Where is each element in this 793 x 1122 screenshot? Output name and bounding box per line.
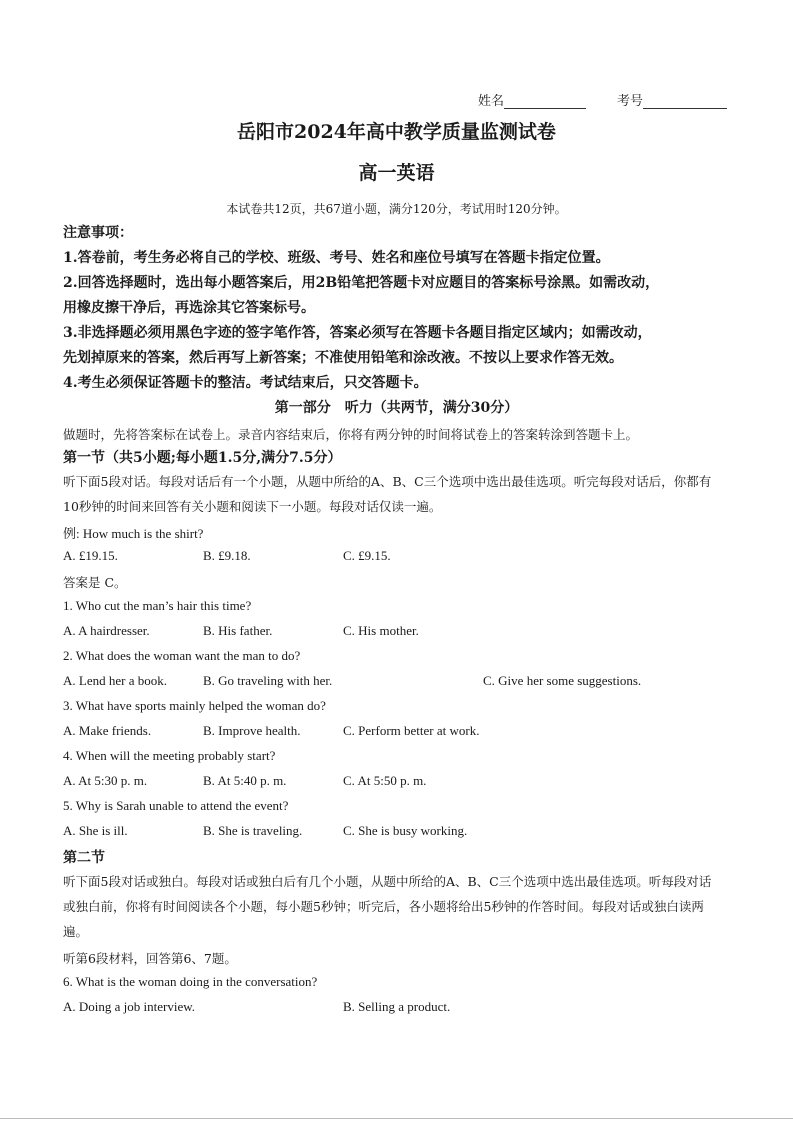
exam-subtitle: 高一英语	[358, 162, 435, 184]
material-note: 听第6段材料，回答第6、7题。	[63, 951, 237, 966]
name-blank[interactable]	[504, 94, 586, 109]
notice-item: 1.答卷前，考生务必将自己的学校、班级、考号、姓名和座位号填写在答题卡指定位置。	[63, 250, 610, 266]
id-label: 考号	[617, 94, 644, 109]
notice-item: 4.考生必须保证答题卡的整洁。考试结束后，只交答题卡。	[63, 375, 428, 391]
option-a: A. Make friends.	[63, 723, 152, 738]
option-a: A. A hairdresser.	[63, 623, 150, 638]
exam-info: 本试卷共12页，共67道小题，满分120分，考试用时120分钟。	[226, 202, 567, 216]
option-c: C. Give her some suggestions.	[483, 673, 642, 688]
page-bottom-divider	[0, 1118, 793, 1119]
question: 5. Why is Sarah unable to attend the event?	[63, 798, 289, 813]
option-a: A. Lend her a book.	[63, 673, 167, 688]
option-b: B. Selling a product.	[343, 999, 451, 1014]
example-option-c: C. £9.15.	[343, 548, 391, 563]
section1-intro: 听下面5段对话。每段对话后有一个小题，从题中所给的A、B、C三个选项中选出最佳选项。听完每段对话后，你都有10秒钟的时间来回答有关小题和阅读下一小题。每段对话仅读一遍。	[63, 474, 712, 514]
question: 2. What does the woman want the man to do?	[63, 648, 301, 663]
option-c: C. Perform better at work.	[343, 723, 480, 738]
option-c: C. At 5:50 p. m.	[343, 773, 427, 788]
id-field[interactable]	[617, 90, 727, 109]
option-a: A. At 5:30 p. m.	[63, 773, 148, 788]
option-c: C. His mother.	[343, 623, 419, 638]
option-c: C. She is busy working.	[343, 823, 468, 838]
section1-heading: 第一节（共5小题;每小题1.5分,满分7.5分）	[63, 450, 342, 466]
section2-heading: 第二节	[63, 850, 105, 866]
example-answer: 答案是 C。	[63, 575, 127, 590]
part1-heading: 第一部分 听力（共两节，满分30分）	[274, 400, 519, 416]
option-a: A. She is ill.	[63, 823, 128, 838]
option-a: A. Doing a job interview.	[63, 999, 196, 1014]
notice-item: 3.非选择题必须用黑色字迹的签字笔作答，答案必须写在答题卡各题目指定区域内；如需改动，	[63, 325, 652, 341]
question: 6. What is the woman doing in the conversation?	[63, 974, 318, 989]
option-b: B. Improve health.	[203, 723, 301, 738]
name-label: 姓名	[478, 94, 505, 109]
example-option-b: B. £9.18.	[203, 548, 251, 563]
question: 4. When will the meeting probably start?	[63, 748, 276, 763]
option-b: B. At 5:40 p. m.	[203, 773, 287, 788]
notice-item: 2.回答选择题时，选出每小题答案后，用2B铅笔把答题卡对应题目的答案标号涂黑。如需改动，	[63, 275, 660, 291]
question: 3. What have sports mainly helped the woman do?	[63, 698, 326, 713]
section2-intro: 听下面5段对话或独白。每段对话或独白后有几个小题，从题中所给的A、B、C三个选项中选出最佳选项。听每段对话或独白前，你将有时间阅读各个小题，每小题5秒钟；听完后，各小题将给出5秒钟的作答时间。每段对话或独白读两遍。	[63, 874, 712, 939]
example-question: 例: How much is the shirt?	[63, 526, 204, 541]
option-b: B. His father.	[203, 623, 273, 638]
notice-item: 先划掉原来的答案，然后再写上新答案；不准使用铅笔和涂改液。不按以上要求作答无效。	[63, 350, 623, 366]
name-field[interactable]	[478, 90, 586, 109]
option-b: B. She is traveling.	[203, 823, 303, 838]
id-blank[interactable]	[643, 94, 727, 109]
example-option-a: A. £19.15.	[63, 548, 118, 563]
notice-heading: 注意事项：	[63, 225, 133, 241]
option-b: B. Go traveling with her.	[203, 673, 333, 688]
exam-title: 岳阳市2024年高中教学质量监测试卷	[237, 121, 556, 143]
notice-item: 用橡皮擦干净后，再选涂其它答案标号。	[63, 300, 315, 316]
question: 1. Who cut the man’s hair this time?	[63, 598, 252, 613]
part1-intro: 做题时，先将答案标在试卷上。录音内容结束后，你将有两分钟的时间将试卷上的答案转涂到答题卡上。	[63, 427, 639, 442]
